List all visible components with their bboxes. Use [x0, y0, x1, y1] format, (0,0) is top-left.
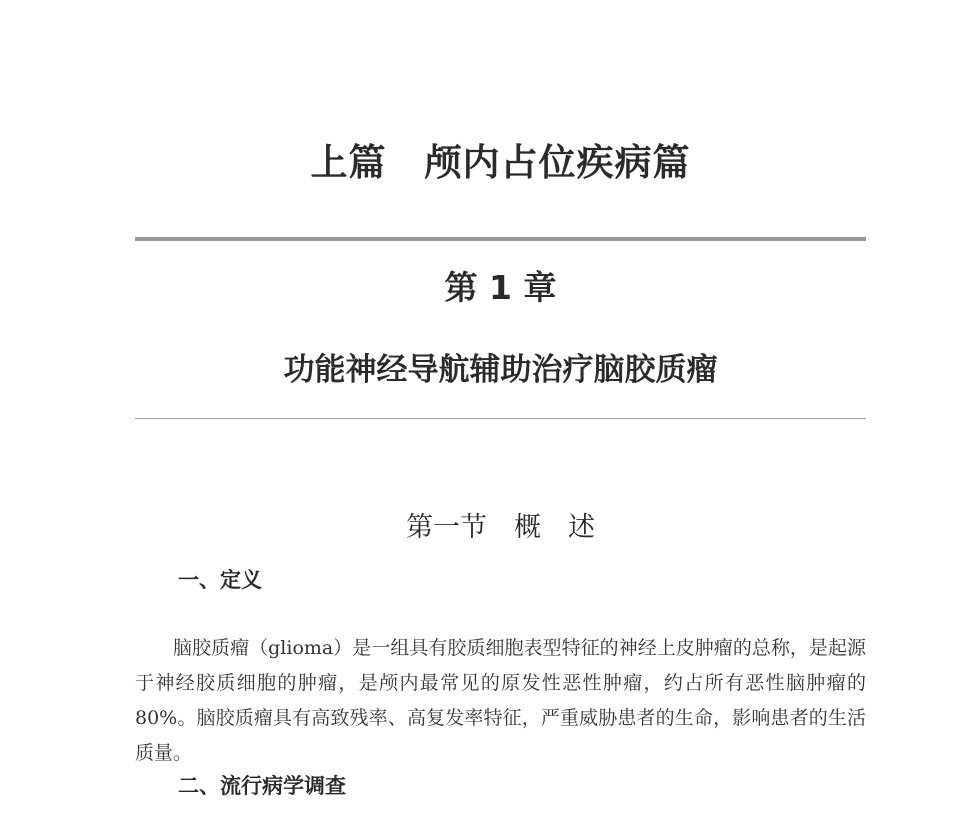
- part-title: 上篇 颅内占位疾病篇: [310, 141, 691, 184]
- chapter-bottom-rule: [135, 418, 866, 419]
- chapter-title: 功能神经导航辅助治疗脑胶质瘤: [283, 352, 718, 388]
- subsection-heading-definition: 一、定义: [178, 567, 262, 592]
- subsection-heading-epidemiology: 二、流行病学调查: [178, 773, 346, 798]
- chapter-top-rule: [135, 237, 866, 241]
- section-title: 第一节 概 述: [406, 512, 595, 543]
- chapter-number: 第 1 章: [444, 268, 557, 307]
- definition-paragraph: 脑胶质瘤（glioma）是一组具有胶质细胞表型特征的神经上皮肿瘤的总称，是起源于神经胶质细胞的肿瘤，是颅内最常见的原发性恶性肿瘤，约占所有恶性脑肿瘤的 80%。脑胶质瘤具有高致残率、高复发率特征，严重威胁患者的生命，影响患者的生活质量。: [135, 637, 866, 764]
